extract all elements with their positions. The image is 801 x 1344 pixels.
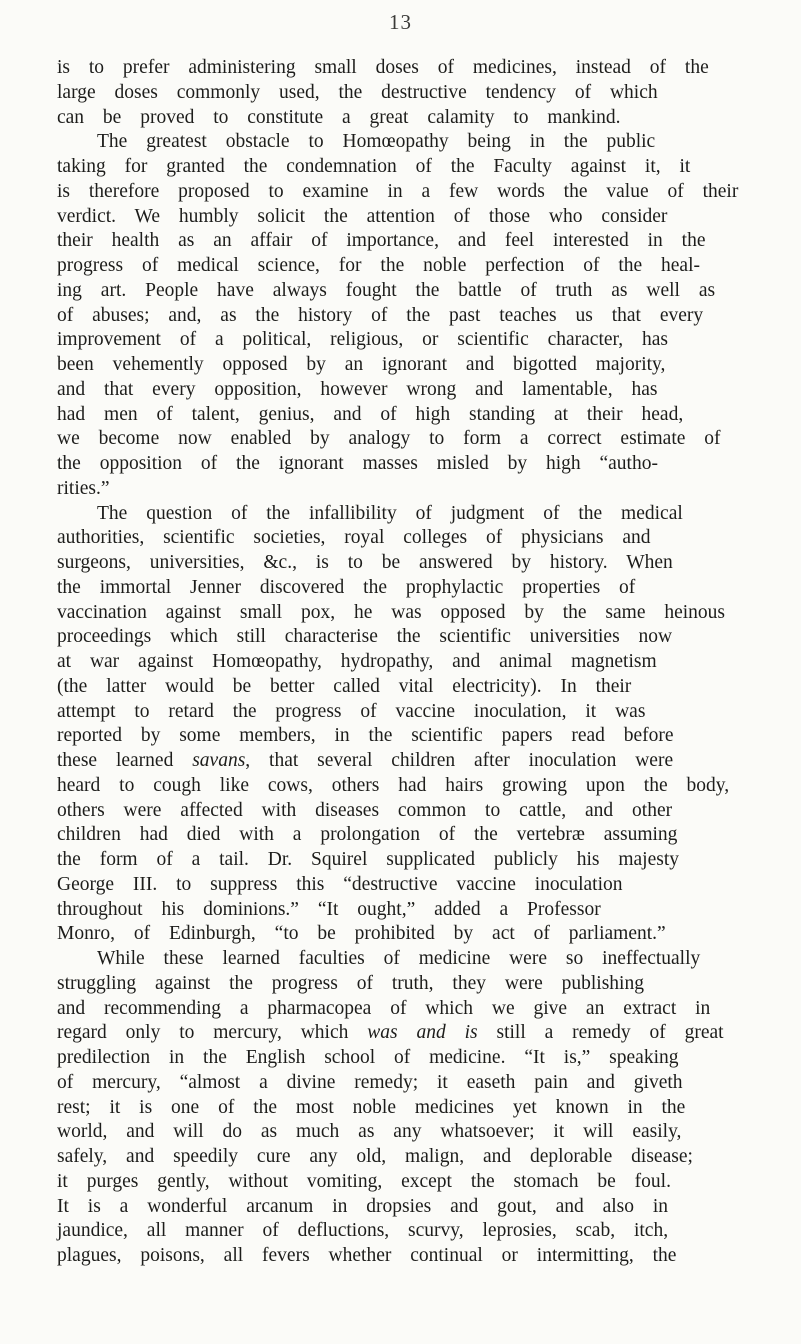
paragraph-start-line: While these learned faculties of medicine were so ineffectually bbox=[97, 948, 701, 969]
text-line: predilection in the English school of medicine. “It is,” speaking bbox=[57, 1047, 679, 1068]
text-line: safely, and speedily cure any old, malign, and deplorable disease; bbox=[57, 1146, 693, 1167]
text-line: rest; it is one of the most noble medicines yet known in the bbox=[57, 1096, 686, 1118]
text-line: the form of a tail. Dr. Squirel supplicated publicly his majesty bbox=[57, 849, 679, 870]
text-line: improvement of a political, religious, or scientific character, has bbox=[57, 329, 668, 351]
text-line: It is a wonderful arcanum in dropsies and gout, and also in bbox=[57, 1195, 669, 1217]
text-line: their health as an affair of importance, and feel interested in the bbox=[57, 230, 706, 252]
text-line: surgeons, universities, &c., is to be answered by history. When bbox=[57, 552, 673, 573]
text-line: reported by some members, in the scientific papers read before bbox=[57, 725, 674, 747]
text-line: heard to cough like cows, others had hairs growing upon the body, bbox=[57, 774, 730, 796]
text-line: vaccination against small pox, he was opposed by the same heinous bbox=[57, 601, 726, 623]
text-line: attempt to retard the progress of vaccine inoculation, it was bbox=[57, 700, 646, 722]
text-line: (the latter would be better called vital electricity). In their bbox=[57, 675, 632, 697]
text-line: the immortal Jenner discovered the prophylactic properties of bbox=[57, 576, 636, 598]
page-number: 13 bbox=[389, 10, 412, 34]
text-line: it purges gently, without vomiting, except the stomach be foul. bbox=[57, 1170, 671, 1192]
text-line: progress of medical science, for the noble perfection of the heal- bbox=[57, 255, 700, 276]
text-line: struggling against the progress of truth, they were publishing bbox=[57, 972, 644, 994]
text-line: ing art. People have always fought the battle of truth as well as bbox=[57, 279, 716, 301]
text-line: throughout his dominions.” “It ought,” added a Professor bbox=[57, 898, 601, 920]
text-line: taking for granted the condemnation of the Faculty against it, it bbox=[57, 156, 691, 177]
text-line: large doses commonly used, the destructive tendency of which bbox=[57, 81, 658, 103]
text-line: jaundice, all manner of defluctions, scurvy, leprosies, scab, itch, bbox=[57, 1220, 669, 1242]
text-line: been vehemently opposed by an ignorant and bigotted majority, bbox=[57, 354, 666, 375]
text-line: of mercury, “almost a divine remedy; it easeth pain and giveth bbox=[57, 1071, 683, 1093]
text-line: of abuses; and, as the history of the past teaches us that every bbox=[57, 304, 704, 326]
text-line: world, and will do as much as any whatsoever; it will easily, bbox=[57, 1121, 682, 1143]
text-line: verdict. We humbly solicit the attention of those who consider bbox=[57, 205, 668, 227]
text-line: children had died with a prolongation of the vertebræ assuming bbox=[57, 824, 678, 846]
text-line: can be proved to constitute a great calamity to mankind. bbox=[57, 106, 621, 128]
text-line: is to prefer administering small doses of medicines, instead of the bbox=[57, 57, 709, 78]
text-line: George III. to suppress this “destructive vaccine inoculation bbox=[57, 873, 623, 895]
text-line: and recommending a pharmacopea of which we give an extract in bbox=[57, 997, 711, 1019]
text-line: the opposition of the ignorant masses misled by high “autho- bbox=[57, 453, 658, 474]
paragraph-start-line: The question of the infallibility of judgment of the medical bbox=[97, 502, 683, 524]
text-line: regard only to mercury, which was and is still a remedy of great bbox=[57, 1022, 724, 1044]
text-line: rities.” bbox=[57, 477, 110, 499]
body-text bbox=[57, 56, 747, 1269]
text-line: at war against Homœopathy, hydropathy, and animal magnetism bbox=[57, 651, 657, 672]
text-line: authorities, scientific societies, royal colleges of physicians and bbox=[57, 527, 651, 549]
text-line: these learned savans, that several children after inoculation were bbox=[57, 750, 674, 771]
text-line: Monro, of Edinburgh, “to be prohibited by act of parliament.” bbox=[57, 923, 666, 945]
text-line: had men of talent, genius, and of high standing at their head, bbox=[57, 403, 684, 425]
text-line: is therefore proposed to examine in a few words the value of their bbox=[57, 180, 739, 202]
text-line: plagues, poisons, all fevers whether continual or intermitting, the bbox=[57, 1245, 677, 1266]
paragraph-start-line: The greatest obstacle to Homœopathy being in the public bbox=[97, 131, 656, 153]
text-line: others were affected with diseases common to cattle, and other bbox=[57, 799, 673, 821]
text-line: and that every opposition, however wrong and lamentable, has bbox=[57, 378, 658, 400]
text-line: proceedings which still characterise the scientific universities now bbox=[57, 626, 673, 648]
text-line: we become now enabled by analogy to form a correct estimate of bbox=[57, 428, 721, 450]
